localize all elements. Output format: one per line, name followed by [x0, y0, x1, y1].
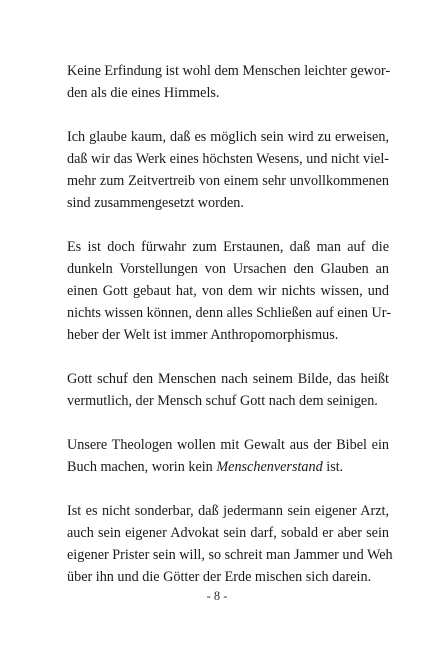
body-text [67, 60, 393, 610]
text-fragment: ist. [322, 459, 344, 475]
text-line: Ich glaube kaum, daß es möglich sein wird zu erweisen, [67, 129, 389, 145]
text-line: eigener Prister sein will, so schreit man Jammer und Weh [67, 547, 393, 563]
text-line: nichts wissen können, denn alles Schließen auf einen Ur- [67, 305, 391, 321]
text-line: vermutlich, der Mensch schuf Gott nach dem seinigen. [67, 393, 378, 409]
text-line: Unsere Theologen wollen mit Gewalt aus der Bibel ein [67, 437, 389, 453]
paragraph-5 [67, 434, 389, 478]
text-line: über ihn und die Götter der Erde mischen sich darein. [67, 569, 372, 585]
text-line: auch sein eigener Advokat sein darf, sobald er aber sein [67, 525, 389, 541]
text-line: dunkeln Vorstellungen von Ursachen den Glauben an [67, 261, 389, 277]
text-line: mehr zum Zeitvertreib von einem sehr unvollkommenen [67, 173, 389, 189]
page-number: - 8 - [206, 589, 228, 603]
text-fragment: Buch machen, worin kein [67, 459, 217, 475]
emphasized-word: Menschenverstand [216, 459, 323, 475]
text-line: heber der Welt ist immer Anthropomorphismus. [67, 327, 339, 343]
text-line: Es ist doch fürwahr zum Erstaunen, daß man auf die [67, 239, 389, 255]
paragraph-4 [67, 368, 389, 412]
paragraph-3 [67, 236, 389, 346]
text-line: Ist es nicht sonderbar, daß jedermann sein eigener Arzt, [67, 503, 389, 519]
text-line [67, 456, 389, 478]
text-line: einen Gott gebaut hat, von dem wir nichts wissen, und [67, 283, 389, 299]
text-line: Keine Erfindung ist wohl dem Menschen leichter gewor- [67, 63, 391, 79]
paragraph-1 [67, 60, 389, 104]
text-line: Gott schuf den Menschen nach seinem Bilde, das heißt [67, 371, 389, 387]
text-line: den als die eines Himmels. [67, 85, 220, 101]
text-line: sind zusammengesetzt worden. [67, 195, 244, 211]
paragraph-6 [67, 500, 393, 588]
text-line: daß wir das Werk eines höchsten Wesens, und nicht viel- [67, 151, 389, 167]
paragraph-2 [67, 126, 389, 214]
